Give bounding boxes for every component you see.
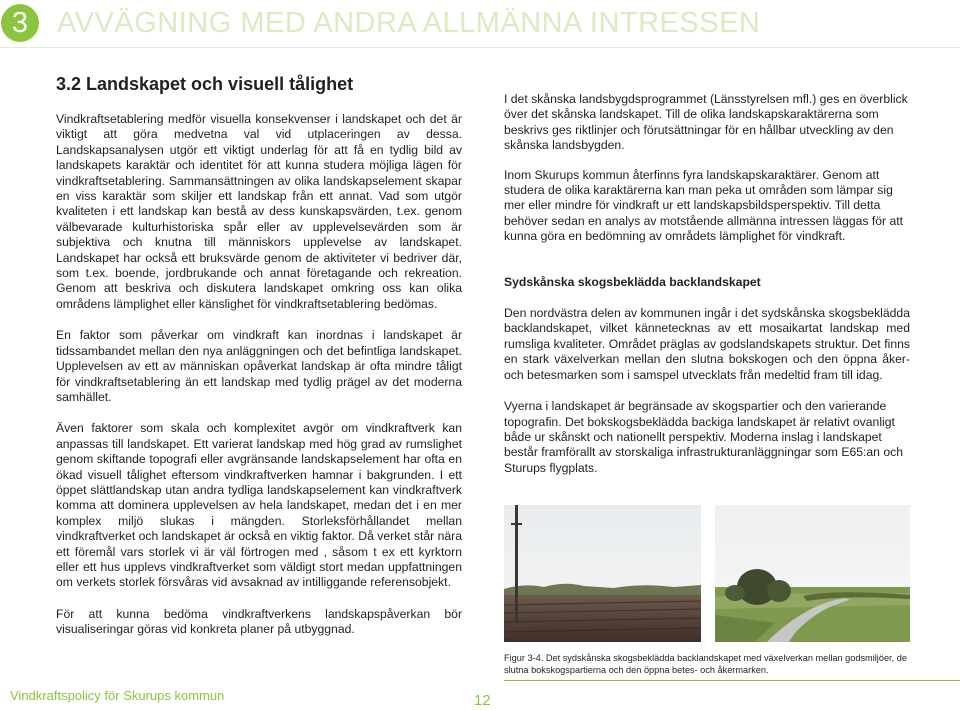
left-paragraph-2: En faktor som påverkar om vindkraft kan inordnas i landskapet är tidssambandet mellan den nya anläggningen och det befintliga landskapet. Upplevelsen av ett av människan opåverkat landskap är ofta mindre tåligt för vindkraftsetablering än ett landskap med tydlig prägel av det moderna samhället. [56, 328, 462, 404]
subsection-heading: Sydskånska skogsbeklädda backlandskapet [504, 274, 761, 289]
page-number: 12 [474, 692, 491, 709]
right-paragraph-4: Vyerna i landskapet är begränsade av skogspartier och den varierande topografin. Det bokskogsbeklädda backiga landskapet är relativt ovanligt både ur skånskt och nationellt perspektiv. Moderna inslag i landskapet består framförallt av storskaliga infrastrukturanläggningar som E65:an och Sturups flygplats. [504, 399, 903, 475]
footer-document-title: Vindkraftspolicy för Skurups kommun [10, 688, 225, 703]
left-paragraph-4: För att kunna bedöma vindkraftverkens landskapspåverkan bör visualiseringar göras vid konkreta planer på utbyggnad. [56, 606, 462, 637]
right-column [504, 92, 910, 476]
section-heading: 3.2 Landskapet och visuell tålighet [56, 74, 354, 94]
header-divider [0, 47, 960, 48]
right-paragraph-1: I det skånska landsbygdsprogrammet (Länsstyrelsen mfl.) ges en överblick över det skånska landskapet. Till de olika landskapskaraktärerna som beskrivs ges riktlinjer och förutsättningar för en hållbar utveckling av den skånska landsbygden. [504, 92, 908, 153]
page-header [0, 0, 960, 50]
left-paragraph-3: Även faktorer som skala och komplexitet avgör om vindkraftverk kan anpassas till landskapet. Ett varierat landskap med hög grad av rumslighet genom skiftande topografi eller avgränsande landskapselement har ofta en ökad visuell tålighet eftersom vindkraftverken hamnar i bakgrunden. I ett öppet slättlandskap utan andra tydliga landskapselement kan vindkraftverk komma att dominera upplevelsen av hela landskapet, medan det i en mer komplex miljö slukas i mängden. Storleksförhållandet mellan vindkraftverket och landskapet är också en viktig faktor. Då verket står nära ett föremål vars storlek vi är väl förtrogen med , såsom t ex ett kyrktorn eller ett hus upplevs vindkraftverket som väldigt stort medan uppfattningen om verkets storlek försvåras vid avsaknad av intilliggande referensobjekt. [56, 421, 462, 590]
left-paragraph-1: Vindkraftsetablering medför visuella konsekvenser i landskapet och det är viktigt att göra medvetna val vid utplaceringen av dessa. Landskapsanalysen utgör ett viktigt underlag för att få en tydlig bild av landskapets karaktär och identitet för att kunna studera möjliga lägen för vindkraftsetablering. Sammansättningen av olika landskapselement skapar en viss karaktär som skiljer ett landskap från ett annat. Vad som utgör kvaliteten i ett landskap kan bestå av dess kunskapsvärden, t.ex. genom välbevarade kulturhistoriska spår eller av upplevelsevärden som är subjektiva och knutna till människors upplevelse av landskapet. Landskapet har också ett bruksvärde genom de aktiviteter vi bedriver där, som t.ex. boende, jordbrukande och annat företagande och rekreation. Genom att beskriva och diskutera landskapet omkring oss kan olika områdens lämplighet eller känslighet för vindkraftsetablering bedömas. [56, 112, 462, 311]
chapter-title: AVVÄGNING MED ANDRA ALLMÄNNA INTRESSEN [57, 7, 761, 39]
footer-divider [504, 680, 960, 681]
figure-caption: Figur 3-4. Det sydskånska skogsbeklädda backlandskapet med växelverkan mellan godsmiljöer, de slutna bokskogspartierna och den öppna betes- och åkermarken. [504, 653, 907, 675]
right-paragraph-2: Inom Skurups kommun återfinns fyra landskapskaraktärer. Genom att studera de olika karaktärerna kan man peka ut områden som lämpar sig mer eller mindre för vindkraft ur ett landskapsbildsperspektiv. Till detta behöver sedan en analys av motstående allmänna intressen läggas för att kunna göra en bedömning av områdets lämplighet för vindkraft. [504, 167, 904, 244]
ploughed-field-photo [504, 505, 701, 642]
landscape-photo-road [715, 505, 910, 642]
left-column [56, 112, 462, 638]
chapter-number-badge: 3 [1, 4, 39, 42]
country-road-photo [715, 505, 910, 642]
right-paragraph-3: Den nordvästra delen av kommunen ingår i det sydskånska skogsbeklädda backlandskapet, vilket kännetecknas av ett mosaikartat landskap med rumsliga kvaliteter. Området präglas av godslandskapets struktur. Det finns en stark växelverkan mellan den slutna bokskogen och den öppna åker- och betesmarken som i samspel utvecklats från medeltid fram till idag. [504, 306, 910, 382]
landscape-photo-field [504, 505, 701, 642]
